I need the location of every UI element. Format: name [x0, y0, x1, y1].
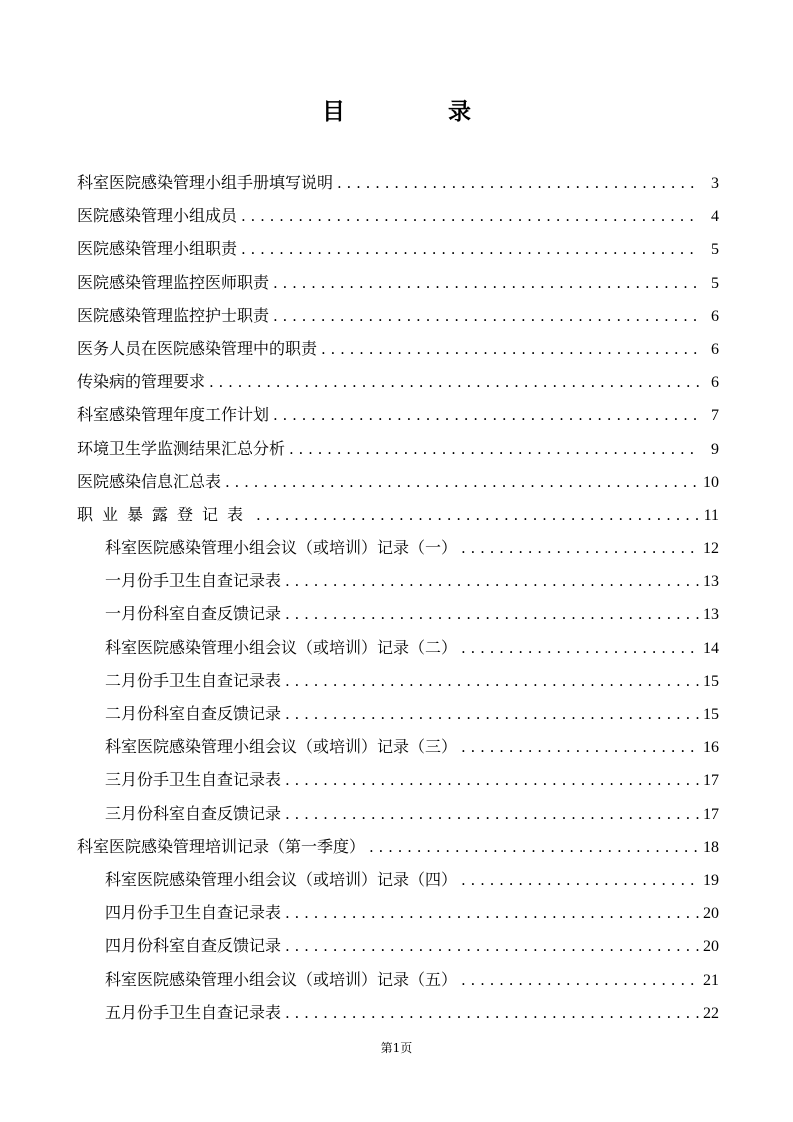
- toc-entry[interactable]: [77, 797, 719, 830]
- table-of-contents: [77, 166, 719, 1029]
- toc-dot-leader: [256, 498, 699, 532]
- toc-entry-label: 三月份手卫生自查记录表: [105, 770, 282, 790]
- toc-dot-leader: [461, 531, 699, 565]
- toc-entry[interactable]: [77, 830, 719, 863]
- toc-page-number: 6: [711, 307, 719, 325]
- toc-entry[interactable]: [77, 863, 719, 896]
- toc-entry[interactable]: [77, 199, 719, 232]
- toc-entry[interactable]: [77, 398, 719, 431]
- toc-page-number: 17: [703, 772, 719, 790]
- toc-page-number: 6: [711, 340, 719, 358]
- toc-dot-leader: [337, 166, 699, 200]
- page-footer: 第1页: [380, 1041, 413, 1055]
- toc-entry[interactable]: [77, 730, 719, 763]
- toc-page-number: 21: [703, 971, 719, 989]
- toc-page-number: 19: [703, 871, 719, 889]
- toc-entry-label: 科室医院感染管理小组手册填写说明: [77, 173, 334, 192]
- toc-entry-label: 四月份科室自查反馈记录: [105, 936, 282, 956]
- toc-page-number: 18: [703, 838, 719, 856]
- toc-page-number: 12: [703, 540, 719, 558]
- toc-page-number: 20: [703, 938, 719, 956]
- toc-entry[interactable]: [77, 763, 719, 796]
- toc-page-number: 15: [703, 706, 719, 723]
- toc-entry-label: 医院感染管理小组成员: [77, 206, 238, 226]
- toc-dot-leader: [289, 432, 699, 466]
- toc-entry[interactable]: [77, 365, 719, 398]
- toc-dot-leader: [461, 631, 699, 665]
- toc-entry[interactable]: [77, 299, 719, 332]
- toc-entry-label: 科室医院感染管理小组会议（或培训）记录（四）: [105, 869, 458, 889]
- toc-entry-label: 四月份手卫生自查记录表: [105, 903, 282, 923]
- toc-dot-leader: [209, 365, 699, 399]
- toc-entry-label: 医院感染信息汇总表: [77, 471, 222, 491]
- toc-entry-label: 一月份手卫生自查记录表: [105, 571, 282, 591]
- toc-entry[interactable]: [77, 232, 719, 265]
- toc-entry[interactable]: [77, 631, 719, 664]
- toc-dot-leader: [461, 863, 699, 897]
- toc-entry-label: 科室医院感染管理小组会议（或培训）记录（二）: [105, 637, 458, 657]
- toc-page-number: 6: [711, 374, 719, 392]
- toc-dot-leader: [285, 597, 699, 631]
- toc-entry-label: 科室感染管理年度工作计划: [77, 405, 270, 425]
- toc-page-number: 16: [703, 739, 719, 757]
- toc-entry[interactable]: [77, 432, 719, 465]
- toc-dot-leader: [285, 896, 699, 930]
- toc-entry-label: 一月份科室自查反馈记录: [105, 604, 282, 624]
- toc-entry-label: 医院感染管理小组职责: [77, 239, 238, 259]
- toc-entry-label: 医务人员在医院感染管理中的职责: [77, 338, 318, 358]
- toc-page-number: 15: [703, 672, 719, 690]
- page-title: 目 录: [322, 99, 511, 125]
- toc-dot-leader: [241, 232, 699, 266]
- toc-entry[interactable]: [77, 697, 719, 730]
- toc-dot-leader: [225, 465, 699, 499]
- toc-dot-leader: [461, 963, 699, 997]
- toc-entry-label: 科室医院感染管理培训记录（第一季度）: [77, 836, 366, 856]
- toc-entry[interactable]: [77, 465, 719, 498]
- toc-entry[interactable]: [77, 564, 719, 597]
- toc-dot-leader: [461, 730, 699, 764]
- toc-entry[interactable]: [77, 597, 719, 630]
- toc-entry-label: 三月份科室自查反馈记录: [105, 803, 282, 823]
- toc-dot-leader: [369, 830, 699, 864]
- toc-page-number: 5: [711, 274, 719, 292]
- toc-entry-label: 二月份手卫生自查记录表: [105, 670, 282, 690]
- toc-dot-leader: [285, 797, 699, 831]
- toc-dot-leader: [285, 697, 699, 731]
- toc-entry[interactable]: [77, 332, 719, 365]
- toc-page-number: 17: [703, 805, 719, 823]
- toc-entry[interactable]: [77, 498, 719, 531]
- toc-dot-leader: [273, 398, 699, 432]
- toc-page-number: 4: [711, 208, 719, 226]
- toc-entry[interactable]: [77, 266, 719, 299]
- toc-dot-leader: [285, 564, 699, 598]
- toc-dot-leader: [273, 266, 699, 300]
- toc-entry[interactable]: [77, 929, 719, 962]
- toc-dot-leader: [285, 996, 699, 1030]
- toc-dot-leader: [285, 664, 699, 698]
- toc-page-number: 5: [711, 241, 719, 259]
- toc-entry-label: 五月份手卫生自查记录表: [105, 1002, 282, 1022]
- toc-page-number: 22: [703, 1004, 719, 1022]
- toc-dot-leader: [273, 299, 699, 333]
- toc-page-number: 20: [703, 905, 719, 923]
- toc-dot-leader: [285, 929, 699, 963]
- toc-dot-leader: [241, 199, 699, 233]
- toc-dot-leader: [285, 763, 699, 797]
- toc-entry-label: 科室医院感染管理小组会议（或培训）记录（三）: [105, 737, 458, 757]
- toc-entry[interactable]: [77, 166, 719, 199]
- toc-entry[interactable]: [77, 531, 719, 564]
- toc-entry[interactable]: [77, 896, 719, 929]
- toc-page-number: 14: [703, 639, 719, 657]
- toc-dot-leader: [321, 332, 699, 366]
- toc-entry-label: 医院感染管理监控医师职责: [77, 272, 270, 292]
- toc-entry[interactable]: [77, 664, 719, 697]
- toc-page-number: 13: [703, 573, 719, 591]
- toc-entry-label: 科室医院感染管理小组会议（或培训）记录（一）: [105, 538, 458, 558]
- toc-page-number: 9: [711, 440, 719, 458]
- toc-page-number: 7: [711, 407, 719, 425]
- toc-page-number: 13: [703, 606, 719, 624]
- toc-entry-label: 二月份科室自查反馈记录: [105, 704, 282, 723]
- toc-page-number: 11: [703, 506, 719, 524]
- toc-entry-label: 环境卫生学监测结果汇总分析: [77, 438, 286, 458]
- toc-entry[interactable]: [77, 963, 719, 996]
- toc-entry-label: 科室医院感染管理小组会议（或培训）记录（五）: [105, 969, 458, 989]
- toc-entry[interactable]: [77, 996, 719, 1029]
- toc-entry-label: 传染病的管理要求: [77, 372, 206, 392]
- toc-entry-label: 职业暴露登记表: [77, 504, 253, 524]
- toc-page-number: 10: [703, 473, 719, 491]
- toc-page-number: 3: [711, 175, 719, 192]
- toc-entry-label: 医院感染管理监控护士职责: [77, 305, 270, 325]
